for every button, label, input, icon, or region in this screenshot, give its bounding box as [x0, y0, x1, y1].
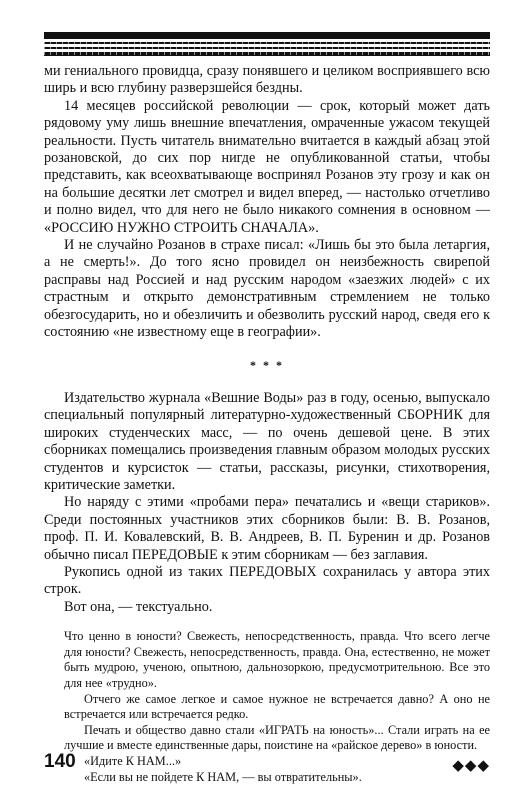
- paragraph: Вот она, — текстуально.: [64, 598, 213, 615]
- page-number: 140: [44, 751, 76, 772]
- paragraph: Но наряду с этими «пробами пера» печатались и «вещи стариков». Среди постоянных участников этих сборников были: В. В. Розанов, проф. П. И. Ковалевский, В. В. Андреев, В. П. Буренин и др. Розанов обычно писал ПЕРЕДОВЫЕ к этим сборникам — без заглавия.: [44, 494, 490, 563]
- diamond-ornament-icon: ◆◆◆: [452, 758, 490, 774]
- page-body: [44, 63, 490, 785]
- quote-paragraph: Печать и общество давно стали «ИГРАТЬ на юность»... Стали играть на ее лучшие и вместе единственные дары, поистине на «райское дерево» в юности.: [64, 722, 490, 753]
- quote-paragraph: «Идите К НАМ...»: [84, 753, 182, 768]
- paragraph: И не случайно Розанов в страхе писал: «Лишь бы это была летаргия, а не смерть!». До того ясно провидел он неизбежность свирепой расправы над Россией и над русским народом «заезжих людей» с их страстным и открыто демонстративным стремлением не только обезгосударить, но и обезличить и обезволить русский народ, сведя его к состоянию «не известному еще в географии».: [44, 237, 490, 341]
- paragraph: Издательство журнала «Вешние Воды» раз в году, осенью, выпускало специальный популярный литературно-художественный СБОРНИК для широких студенческих масс, — по очень дешевой цене. В этих сборниках помещались произведения главным образом молодых русских студентов и курсисток — статьи, рассказы, рисунки, стихотворения, критические заметки.: [44, 389, 490, 493]
- quote-paragraph: Отчего же самое легкое и самое нужное не встречается давно? А оно не встречается или встречается редко.: [64, 691, 490, 722]
- quote-paragraph: «Если вы не пойдете К НАМ, — вы отвратительны».: [84, 769, 362, 784]
- quote-paragraph: Что ценно в юности? Свежесть, непосредственность, правда. Что всего легче для юности? Свежесть, непосредственность, правда. Она, естественно, не может быть мудрою, ученою, опытною, дальнозоркою, предусмотрительною. Все это для нее «трудно».: [64, 629, 490, 690]
- page-footer: [44, 751, 490, 775]
- header-rule: [44, 32, 490, 58]
- section-separator: * * *: [250, 357, 284, 372]
- paragraph: Рукопись одной из таких ПЕРЕДОВЫХ сохранилась у автора этих строк.: [44, 563, 490, 598]
- paragraph: 14 месяцев российской революции — срок, который может дать рядовому уму лишь внешние впечатления, омраченные ужасом текущей реальности. Пусть читатель внимательно вчитается в каждый абзац этой розановской, до сих пор нигде не опубликованной статьи, чтобы представить, как всеохватывающе воспринял Розанов эту грозу и как он на большие десятки лет смотрел и видел вперед, — настолько отчетливо и полно видел, что для него не было никакого сомнения в основном — «РОССИЮ НУЖНО СТРОИТЬ СНАЧАЛА».: [44, 97, 490, 236]
- paragraph: ми гениального провидца, сразу понявшего и целиком восприявшего всю ширь и всю глубину разверзшейся бездны.: [44, 63, 490, 97]
